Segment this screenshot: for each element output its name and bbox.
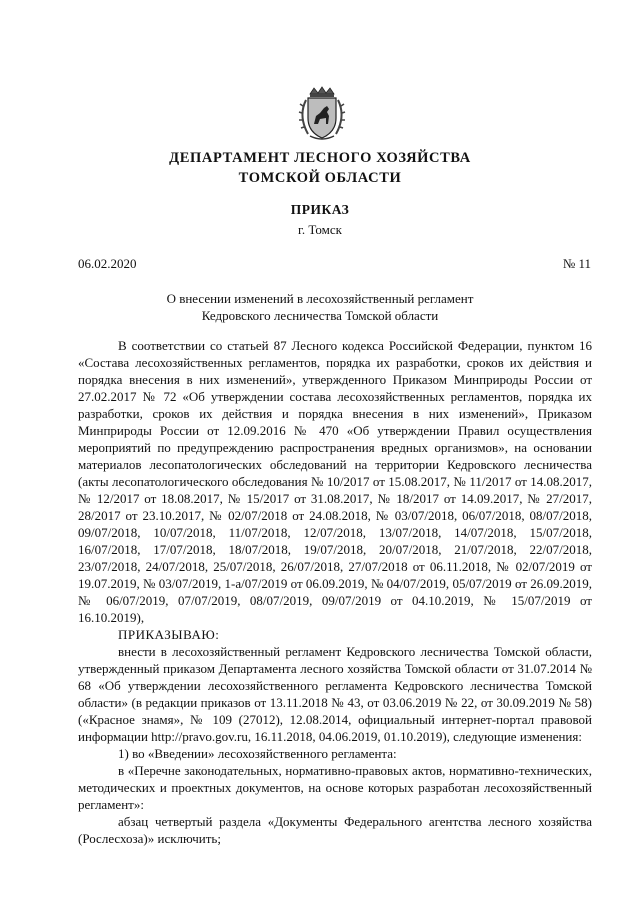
tomsk-coat-of-arms-icon <box>296 86 348 140</box>
order-paragraph-item1: 1) во «Введении» лесохозяйственного регламента: <box>118 746 397 761</box>
order-date: 06.02.2020 <box>78 256 137 271</box>
preamble-paragraph: В соответствии со статьей 87 Лесного кодекса Российской Федерации, пунктом 16 «Состава лесохозяйственных регламентов, порядка их разработки, сроков их действия и порядка внесения в них изменений», утвержденного Приказом Минприроды России от 27.02.2017 № 72 «Об утверждении состава лесохозяйственных регламентов, порядка их разработки, сроков их действия и порядка внесения в них изменений», Приказом Минприроды России от 12.09.2016 № 470 «Об утверждении Правил осуществления мероприятий по предупреждению распространения вредных организмов», на основании материалов лесопатологических обследований на территории Кедровского лесничества (акты лесопатологического обследования № 10/2017 от 15.08.2017, № 11/2017 от 14.08.2017, № 12/2017 от 18.08.2017, № 15/2017 от 31.08.2017, № 18/2017 от 14.09.2017, № 27/2017, 28/2017 от 23.10.2017, № 02/07/2018 от 24.08.2018, № 03/07/2018, 06/07/2018, 08/07/2018, 09/07/2018, 10/07/2018, 11/07/2018, 12/07/2018, 13/07/2018, 14/07/2018, 15/07/2018, 16/07/2018, 17/07/2018, 18/07/2018, 19/07/2018, 20/07/2018, 21/07/2018, 22/07/2018, 23/07/2018, 24/07/2018, 25/07/2018, 26/07/2018, 27/07/2018 от 06.11.2018, № 02/07/2019 от 19.07.2019, № 03/07/2019, 1-а/07/2019 от 06.09.2019, № 04/07/2019, 05/07/2019 от 26.09.2019, № 06/07/2019, 07/07/2019, 08/07/2019, 09/07/2019 от 04.10.2019, № 15/07/2019 от 16.10.2019), <box>78 338 592 625</box>
order-body <box>78 337 592 847</box>
order-subject-line1: О внесении изменений в лесохозяйственный регламент <box>166 291 474 306</box>
order-city: г. Томск <box>298 222 342 237</box>
order-title: ПРИКАЗ <box>290 202 350 217</box>
order-paragraph-list: в «Перечне законодательных, нормативно-правовых актов, нормативно-технических, методических и проектных документов, на основе которых разработан лесохозяйственный регламент»: <box>78 763 592 812</box>
order-directive-word: ПРИКАЗЫВАЮ: <box>118 627 220 642</box>
order-paragraph-main: внести в лесохозяйственный регламент Кедровского лесничества Томской области, утвержденный приказом Департамента лесного хозяйства Томской области от 31.07.2014 № 68 «Об утверждении лесохозяйственного регламента Кедровского лесничества Томской области» (в редакции приказов от 13.11.2018 № 43, от 03.06.2019 № 22, от 30.09.2019 № 58) («Красное знамя», № 109 (27012), 12.08.2014, официальный интернет-портал правовой информации http://pravo.gov.ru, 16.11.2018, 04.06.2019, 01.10.2019), следующие изменения: <box>78 644 592 744</box>
order-subject-line2: Кедровского лесничества Томской области <box>201 308 439 323</box>
department-name-line2: ТОМСКОЙ ОБЛАСТИ <box>238 170 402 186</box>
order-number: № 11 <box>562 256 591 271</box>
department-name-line1: ДЕПАРТАМЕНТ ЛЕСНОГО ХОЗЯЙСТВА <box>169 150 471 166</box>
order-paragraph-exclusion: абзац четвертый раздела «Документы Федерального агентства лесного хозяйства (Рослесхоза)» исключить; <box>78 814 592 846</box>
order-subject <box>0 290 640 324</box>
